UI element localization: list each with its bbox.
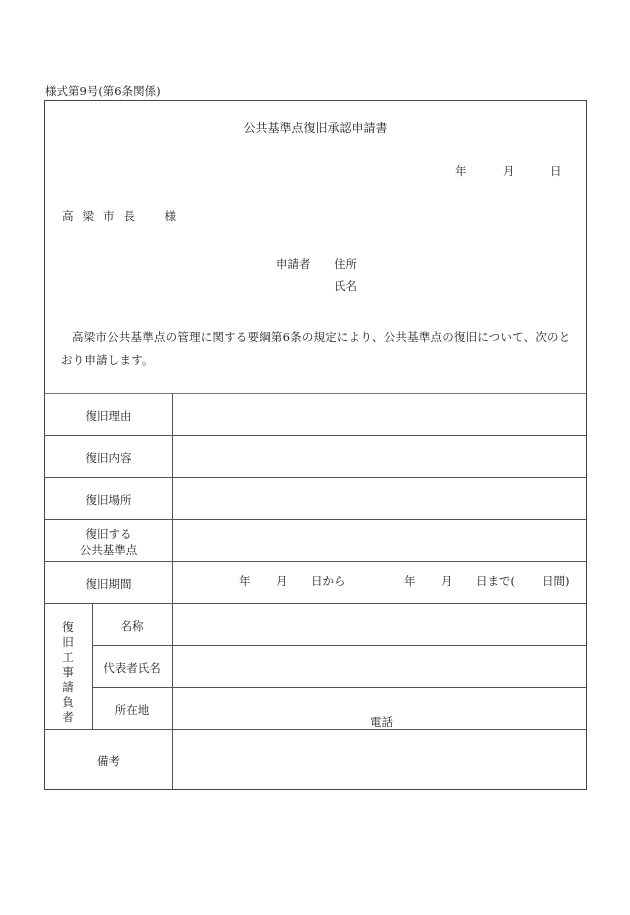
contractor-label-char: 請	[62, 680, 74, 694]
row-divider	[45, 477, 586, 478]
date-day-label: 日	[550, 164, 562, 178]
contractor-label-char: 負	[62, 695, 74, 709]
application-statement: 高梁市公共基準点の管理に関する要綱第6条の規定により、公共基準点の復旧について、次のとおり申請します。	[61, 330, 571, 367]
period-end-day: 日まで(	[476, 574, 515, 588]
applicant-label: 申請者	[276, 257, 311, 271]
form-number: 様式第9号(第6条関係)	[45, 84, 161, 98]
column-divider	[172, 393, 173, 789]
reason-label: 復旧理由	[85, 409, 132, 423]
content-label: 復旧内容	[85, 451, 132, 465]
period-start-year: 年	[239, 574, 251, 588]
row-divider	[45, 435, 586, 436]
row-divider	[45, 603, 586, 604]
point-label-line1: 復旧する	[85, 527, 132, 541]
row-divider	[92, 687, 586, 688]
contractor-address-label: 所在地	[114, 703, 150, 717]
period-start-month: 月	[276, 574, 288, 588]
point-label-line2: 公共基準点	[79, 543, 138, 557]
contractor-label-char: 工	[62, 650, 74, 664]
applicant-name-label: 氏名	[334, 279, 357, 293]
form-title: 公共基準点復旧承認申請書	[243, 121, 388, 135]
phone-label: 電話	[370, 715, 393, 729]
period-start-day: 日から	[311, 574, 346, 588]
contractor-label-char: 者	[62, 710, 74, 724]
representative-label: 代表者氏名	[103, 661, 161, 675]
row-divider	[45, 561, 586, 562]
contractor-label-char: 事	[62, 665, 74, 679]
applicant-address-label: 住所	[334, 257, 357, 271]
period-days: 日間)	[542, 574, 570, 588]
application-form	[44, 100, 587, 790]
contractor-name-label: 名称	[120, 619, 144, 633]
date-month-label: 月	[503, 164, 515, 178]
contractor-label-char: 復	[62, 620, 74, 634]
row-divider	[45, 519, 586, 520]
period-label: 復旧期間	[85, 577, 132, 591]
remarks-label: 備考	[97, 754, 120, 768]
row-divider	[92, 645, 586, 646]
table-top-rule	[45, 393, 586, 394]
addressee: 高梁市長 様	[62, 209, 185, 223]
row-divider	[45, 729, 586, 730]
contractor-label-char: 旧	[62, 635, 74, 649]
period-end-month: 月	[441, 574, 453, 588]
date-year-label: 年	[455, 164, 467, 178]
period-end-year: 年	[404, 574, 416, 588]
contractor-label	[60, 620, 76, 725]
location-label: 復旧場所	[85, 493, 132, 507]
